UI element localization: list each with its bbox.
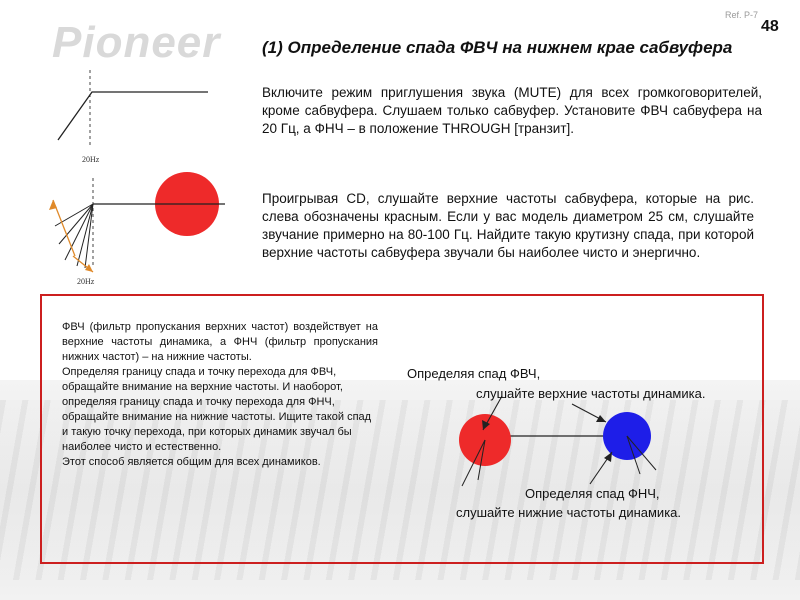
paragraph-mute-instructions: Включите режим приглушения звука (MUTE) для всех громкоговорителей, кроме сабвуфера. Слушаем только сабвуфер. Установите ФВЧ сабвуфера на 20 Гц, а ФНЧ – в положение THROUGH [транзит].	[262, 85, 762, 136]
lpf-caption-line1: Определяя спад ФНЧ,	[525, 486, 660, 501]
reference-label: Ref. P-7	[725, 10, 759, 20]
slope-variation-graph	[35, 168, 265, 293]
hpf-response-graph	[50, 68, 220, 168]
paragraph-listening-instructions: Проигрывая CD, слушайте верхние частоты сабвуфера, которые на рис. слева обозначены красным. Если у вас модель диаметром 25 см, слушайте звучание примерно на 80-100 Гц. Найдите такую крутизну спада, при которой верхние частоты сабвуфера звучали бы наиболее чисто и энергично.	[262, 191, 754, 260]
filter-focus-diagram	[430, 390, 670, 500]
page-number: 48	[761, 18, 779, 35]
hpf-caption-line2: слушайте верхние частоты динамика.	[476, 386, 706, 401]
note-paragraph-filters: ФВЧ (фильтр пропускания верхних частот) воздействует на верхние частоты динамика, а ФНЧ (фильтр пропускания нижних частот) – на нижние частоты.	[62, 321, 378, 363]
lpf-caption-line2: слушайте нижние частоты динамика.	[456, 505, 682, 520]
filter-explanation-note	[62, 320, 378, 470]
hpf-caption-line1: Определяя спад ФВЧ,	[407, 366, 541, 381]
slope-arrow	[53, 200, 75, 256]
pioneer-logo: Pioneer	[52, 18, 221, 67]
note-paragraph-crossover: Определяя границу спада и точку перехода для ФВЧ, обращайте внимание на верхние частоты. И наоборот, определяя границу спада и точку перехода для ФНЧ, обращайте внимание на нижние частоты. Ищите такой спад и такую точку перехода, при которых динамик звучал бы наиболее чисто и естественно.	[62, 366, 372, 453]
slope-frequency-label: 20Hz	[77, 277, 95, 286]
note-paragraph-general: Этот способ является общим для всех динамиков.	[62, 456, 321, 468]
hpf-frequency-label: 20Hz	[82, 155, 100, 164]
section-title: (1) Определение спада ФВЧ на нижнем крае сабвуфера	[262, 38, 733, 57]
